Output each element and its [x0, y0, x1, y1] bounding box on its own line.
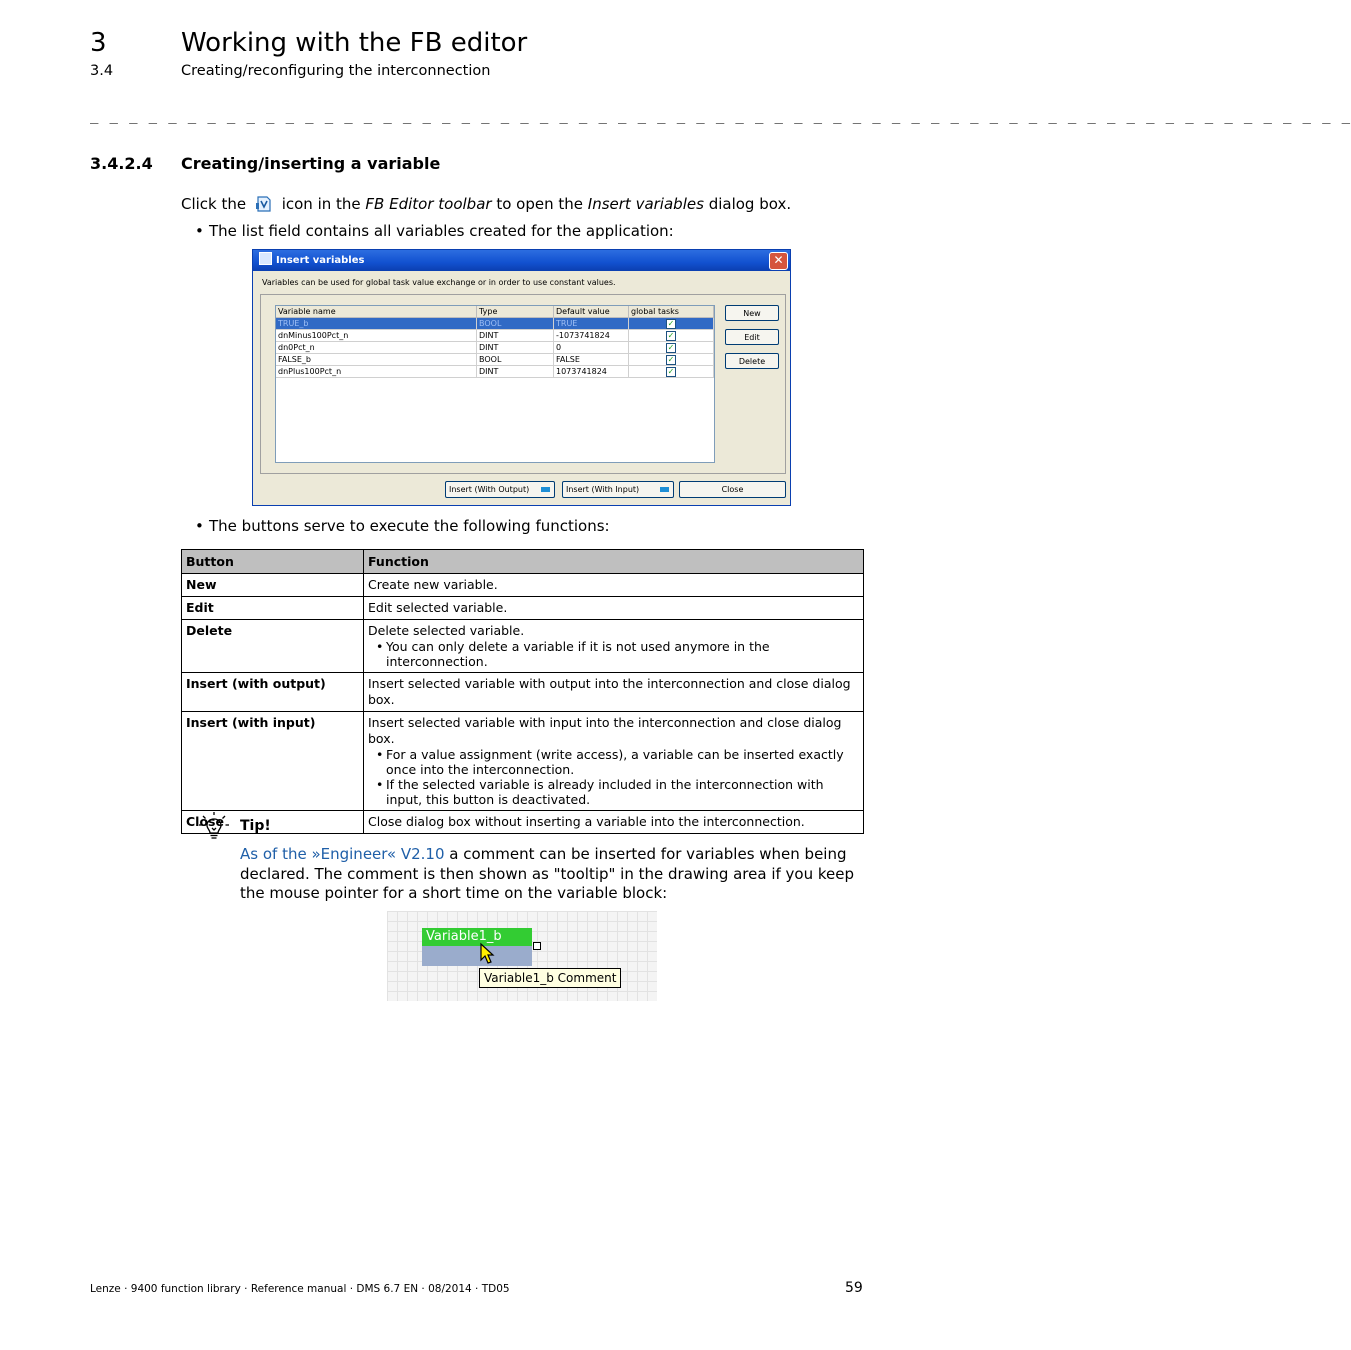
dialog-name: Insert variables: [587, 195, 704, 213]
button-cell: Delete: [182, 620, 364, 673]
table-row: [182, 673, 864, 712]
table-header-button: Button: [182, 550, 364, 574]
dialog-title: Insert variables: [276, 255, 365, 266]
section-number: 3.4: [90, 63, 114, 79]
edit-button[interactable]: Edit: [725, 329, 779, 345]
table-header-function: Function: [364, 550, 864, 574]
column-header-global[interactable]: global tasks: [629, 306, 714, 318]
global-checkbox[interactable]: ✓: [667, 354, 675, 364]
function-text: Insert selected variable with input into the interconnection and close dialog box.: [368, 715, 842, 746]
footer-text: Lenze · 9400 function library · Reference manual · DMS 6.7 EN · 08/2014 · TD05: [90, 1283, 510, 1295]
bullet-text: The buttons serve to execute the following functions:: [209, 517, 610, 535]
cell-name: TRUE_b: [276, 318, 477, 330]
cell-type: DINT: [477, 366, 554, 378]
button-cell: Edit: [182, 597, 364, 620]
global-checkbox[interactable]: ✓: [667, 342, 675, 352]
bullet-text: The list field contains all variables created for the application:: [209, 222, 674, 240]
close-icon[interactable]: ✕: [769, 252, 788, 270]
header-separator: _ _ _ _ _ _ _ _ _ _ _ _ _ _ _ _ _ _ _ _ _ _ _ _ _ _ _ _ _ _ _ _ _ _ _ _ _ _ _ _ _ _ _ _ _ _ _ _ _ _ _ _ _ _ _ _ _ _ _ _ _ _ _ _ _: [90, 108, 1351, 124]
function-cell: [364, 620, 864, 673]
insert-input-label: Insert (With Input): [566, 485, 640, 494]
table-row[interactable]: [276, 354, 714, 366]
insert-output-label: Insert (With Output): [449, 485, 530, 494]
intro-paragraph: [181, 195, 791, 213]
function-cell: [364, 712, 864, 811]
function-text: Delete selected variable.: [368, 623, 525, 638]
cell-name: dn0Pct_n: [276, 342, 477, 354]
table-row[interactable]: [276, 342, 714, 354]
input-arrow-icon: [660, 487, 669, 492]
table-row[interactable]: [276, 330, 714, 342]
function-cell: Create new variable.: [364, 574, 864, 597]
function-cell: Close dialog box without inserting a variable into the interconnection.: [364, 811, 864, 834]
dialog-app-icon: [259, 252, 272, 265]
dialog-group-frame: [260, 294, 786, 474]
lightbulb-icon: [198, 810, 230, 842]
cell-default: TRUE: [554, 318, 629, 330]
insert-variables-dialog: [252, 249, 791, 506]
table-row[interactable]: [276, 366, 714, 378]
button-cell: New: [182, 574, 364, 597]
variable-port: [533, 942, 541, 950]
engineer-version-link[interactable]: As of the »Engineer« V2.10: [240, 845, 445, 863]
tip-text: [240, 845, 870, 904]
variable-block-header: Variable1_b: [422, 928, 532, 946]
intro-text-3: to open the: [496, 195, 583, 213]
table-row: [182, 574, 864, 597]
page-number: 59: [845, 1280, 863, 1296]
cell-name: dnPlus100Pct_n: [276, 366, 477, 378]
dialog-titlebar: [253, 250, 790, 271]
variable-block-body: [422, 946, 532, 966]
close-button[interactable]: Close: [679, 481, 786, 498]
intro-text-1: Click the: [181, 195, 247, 213]
subsection-number: 3.4.2.4: [90, 154, 153, 173]
table-row[interactable]: [276, 318, 714, 330]
cell-type: BOOL: [477, 354, 554, 366]
column-header-default[interactable]: Default value: [554, 306, 629, 318]
variable-tooltip: Variable1_b Comment: [479, 968, 621, 988]
tip-body: a comment can be inserted for variables when being declared. The comment is then shown as "tooltip" in the drawing area if you keep the mouse pointer for a short time on the variable block:: [240, 845, 855, 902]
intro-text-4: dialog box.: [708, 195, 792, 213]
cell-name: FALSE_b: [276, 354, 477, 366]
tooltip-example-image: [387, 911, 657, 1001]
insert-with-output-button[interactable]: [445, 481, 555, 498]
function-cell: Insert selected variable with output into the interconnection and close dialog box.: [364, 673, 864, 712]
toolbar-name: FB Editor toolbar: [365, 195, 492, 213]
cell-default: -1073741824: [554, 330, 629, 342]
insert-with-input-button[interactable]: [562, 481, 674, 498]
function-note: • You can only delete a variable if it is not used anymore in the interconnection.: [368, 639, 859, 669]
button-function-table: [181, 549, 864, 834]
tip-label: Tip!: [240, 818, 271, 834]
mouse-pointer-icon: [480, 943, 496, 965]
table-row: [182, 811, 864, 834]
variables-list[interactable]: [275, 305, 715, 463]
bullet-list-field: • The list field contains all variables created for the application:: [195, 222, 674, 240]
delete-button[interactable]: Delete: [725, 353, 779, 369]
dialog-description: Variables can be used for global task value exchange or in order to use constant values.: [262, 278, 616, 287]
cell-type: DINT: [477, 330, 554, 342]
button-cell: Insert (with input): [182, 712, 364, 811]
cell-default: FALSE: [554, 354, 629, 366]
column-header-name[interactable]: Variable name: [276, 306, 477, 318]
intro-text-2: icon in the: [281, 195, 361, 213]
chapter-number: 3: [90, 28, 107, 58]
chapter-title: Working with the FB editor: [181, 28, 528, 58]
function-note: • For a value assignment (write access), a variable can be inserted exactly once into the interconnection.: [368, 747, 859, 777]
global-checkbox[interactable]: ✓: [667, 318, 675, 328]
button-cell: Close: [182, 811, 364, 834]
new-button[interactable]: New: [725, 305, 779, 321]
global-checkbox[interactable]: ✓: [667, 330, 675, 340]
cell-type: DINT: [477, 342, 554, 354]
function-note: • If the selected variable is already included in the interconnection with input, this button is deactivated.: [368, 777, 859, 807]
table-row: [182, 712, 864, 811]
cell-type: BOOL: [477, 318, 554, 330]
table-row: [182, 620, 864, 673]
global-checkbox[interactable]: ✓: [667, 366, 675, 376]
column-header-type[interactable]: Type: [477, 306, 554, 318]
insert-variable-icon: [255, 195, 273, 213]
cell-default: 0: [554, 342, 629, 354]
bullet-buttons: • The buttons serve to execute the following functions:: [195, 517, 610, 535]
table-row: [182, 597, 864, 620]
output-arrow-icon: [541, 487, 550, 492]
button-cell: Insert (with output): [182, 673, 364, 712]
section-title: Creating/reconfiguring the interconnection: [181, 63, 491, 79]
cell-default: 1073741824: [554, 366, 629, 378]
function-cell: Edit selected variable.: [364, 597, 864, 620]
cell-name: dnMinus100Pct_n: [276, 330, 477, 342]
subsection-title: Creating/inserting a variable: [181, 154, 441, 173]
